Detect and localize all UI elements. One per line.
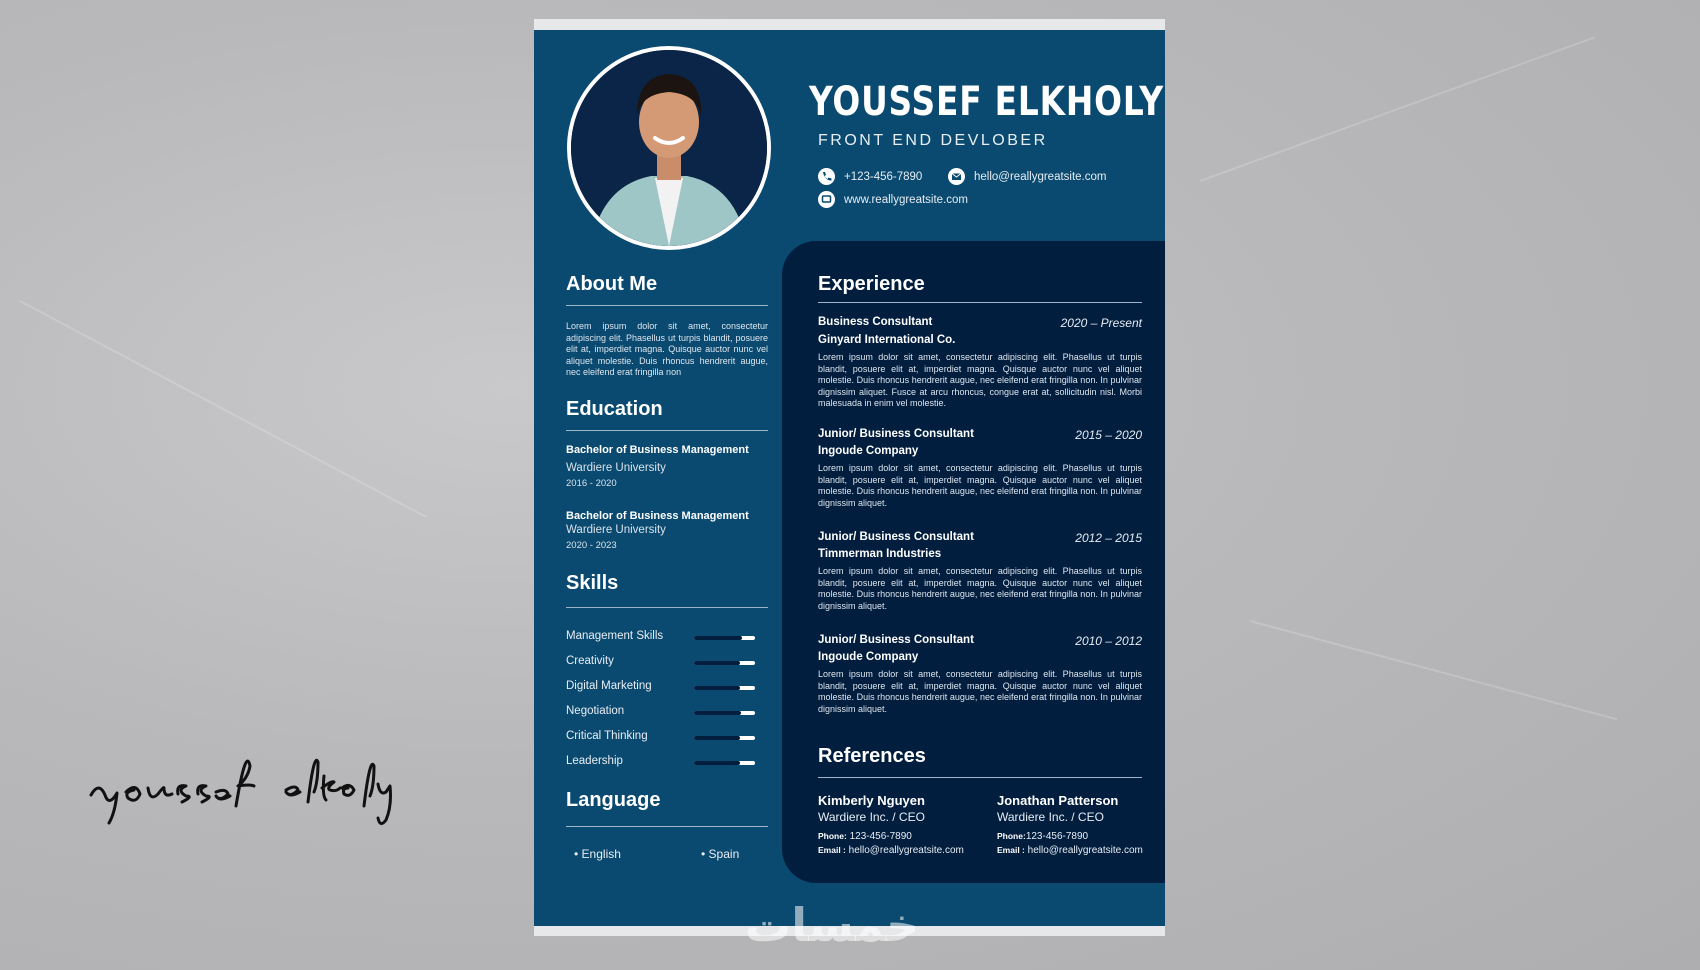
education-years: 2020 - 2023 (566, 540, 617, 551)
skill-label: Creativity (566, 655, 614, 667)
experience-description: Lorem ipsum dolor sit amet, consectetur adipiscing elit. Phasellus ut turpis blandit, posuere elit at, imperdiet magna. Quisque auctor nunc vel aliquet molestie. Duis rhoncus hendrerit augue, nec eleifend erat fringilla non. In pulvinar dignissim aliquet. Fusce at arcu rhoncus, congue erat at, sollicitudin nisl. Morbi malesuada in enim vel molestie. (818, 352, 1142, 408)
globe-icon (818, 191, 835, 208)
language-label: English (581, 847, 621, 861)
email-label: Email : (818, 845, 846, 855)
contact-email (948, 168, 1106, 185)
reference-name: Kimberly Nguyen (818, 793, 925, 808)
skill-bar-fill (694, 661, 740, 665)
experience-role: Junior/ Business Consultant (818, 531, 974, 543)
skill-label: Critical Thinking (566, 730, 648, 742)
paper-crease (1250, 620, 1618, 720)
experience-divider (818, 302, 1142, 303)
skill-bar (694, 661, 755, 665)
reference-role: Wardiere Inc. / CEO (818, 810, 925, 824)
experience-company: Timmerman Industries (818, 548, 942, 560)
experience-company: Ingoude Company (818, 651, 919, 663)
paper-crease (20, 300, 427, 518)
contact-phone (818, 168, 922, 185)
experience-dates: 2020 – Present (1060, 316, 1142, 330)
skill-bar-fill (694, 736, 740, 740)
experience-role: Junior/ Business Consultant (818, 428, 974, 440)
references-divider (818, 777, 1142, 778)
resume-job-title: FRONT END DEVLOBER (818, 132, 1048, 149)
watermark-logo: خمسات (745, 898, 920, 952)
reference-email (997, 845, 1143, 856)
phone-text[interactable]: +123-456-7890 (844, 170, 923, 183)
references-title: References (818, 745, 926, 767)
handwritten-signature (86, 740, 426, 830)
education-years: 2016 - 2020 (566, 478, 617, 489)
language-title: Language (566, 789, 661, 811)
reference-role: Wardiere Inc. / CEO (997, 810, 1104, 824)
reference-email-value[interactable]: hello@reallygreatsite.com (1027, 845, 1143, 856)
education-divider (566, 430, 768, 431)
phone-label: Phone: (818, 831, 847, 841)
skill-bar (694, 761, 755, 765)
skill-bar-fill (694, 761, 740, 765)
experience-company: Ginyard International Co. (818, 334, 956, 346)
page-top-strip (534, 19, 1165, 30)
resume-page (534, 19, 1165, 936)
about-text: Lorem ipsum dolor sit amet, consectetur adipiscing elit. Phasellus ut turpis blandit, posuere elit at, imperdiet magna. Quisque auctor nunc vel aliquet molestie. Duis rhoncus hendrerit augue, nec eleifend erat fringilla non (566, 321, 768, 377)
reference-phone (818, 831, 912, 842)
skill-label: Negotiation (566, 705, 625, 717)
skill-bar-fill (694, 711, 741, 715)
experience-company: Ingoude Company (818, 445, 919, 457)
reference-email-value[interactable]: hello@reallygreatsite.com (848, 845, 964, 856)
experience-title: Experience (818, 273, 925, 295)
education-university: Wardiere University (566, 524, 666, 536)
education-title: Education (566, 398, 663, 420)
skill-bar-fill (694, 636, 742, 640)
resume-name: YOUSSEF ELKHOLY (809, 79, 1165, 125)
contact-website (818, 191, 968, 208)
profile-photo (567, 46, 771, 250)
reference-name: Jonathan Patterson (997, 793, 1119, 808)
experience-description: Lorem ipsum dolor sit amet, consectetur adipiscing elit. Phasellus ut turpis blandit, posuere elit at, imperdiet magna. Quisque auctor nunc vel aliquet molestie. Duis rhoncus hendrerit augue, nec eleifend erat fringilla non. In pulvinar dignissim aliquet. (818, 463, 1142, 508)
about-divider (566, 305, 768, 306)
about-title: About Me (566, 273, 658, 295)
education-university: Wardiere University (566, 462, 666, 474)
language-item: • English (574, 847, 621, 861)
phone-icon (818, 168, 835, 185)
skill-label: Management Skills (566, 630, 664, 642)
language-item: • Spain (701, 847, 740, 861)
experience-dates: 2010 – 2012 (1075, 634, 1142, 648)
email-icon (948, 168, 965, 185)
language-label: Spain (708, 847, 740, 861)
education-degree: Bachelor of Business Management (566, 444, 749, 456)
experience-description: Lorem ipsum dolor sit amet, consectetur adipiscing elit. Phasellus ut turpis blandit, posuere elit at, imperdiet magna. Quisque auctor nunc vel aliquet molestie. Duis rhoncus hendrerit augue, nec eleifend erat fringilla non. In pulvinar dignissim aliquet. (818, 566, 1142, 611)
skill-bar (694, 736, 755, 740)
experience-panel (782, 241, 1165, 883)
experience-description: Lorem ipsum dolor sit amet, consectetur adipiscing elit. Phasellus ut turpis blandit, posuere elit at, imperdiet magna. Quisque auctor nunc vel aliquet molestie. Duis rhoncus hendrerit augue, nec eleifend erat fringilla non. In pulvinar dignissim aliquet. (818, 669, 1142, 714)
experience-dates: 2012 – 2015 (1075, 531, 1142, 545)
person-avatar-icon (571, 50, 767, 246)
skill-bar (694, 686, 755, 690)
reference-phone (997, 831, 1088, 842)
phone-label: Phone: (997, 831, 1026, 841)
experience-role: Business Consultant (818, 316, 933, 328)
reference-phone-value: 123-456-7890 (849, 831, 912, 842)
experience-role: Junior/ Business Consultant (818, 634, 974, 646)
education-degree: Bachelor of Business Management (566, 510, 749, 522)
skill-bar (694, 711, 755, 715)
email-text[interactable]: hello@reallygreatsite.com (974, 170, 1107, 183)
email-label: Email : (997, 845, 1025, 855)
skills-title: Skills (566, 572, 619, 594)
website-text[interactable]: www.reallygreatsite.com (844, 193, 968, 206)
skill-bar-fill (694, 686, 740, 690)
skills-divider (566, 607, 768, 608)
skill-bar (694, 636, 755, 640)
experience-dates: 2015 – 2020 (1075, 428, 1142, 442)
reference-email (818, 845, 964, 856)
skill-label: Digital Marketing (566, 680, 652, 692)
skill-label: Leadership (566, 755, 623, 767)
reference-phone-value: 123-456-7890 (1025, 831, 1089, 842)
paper-crease (1200, 36, 1595, 182)
language-divider (566, 826, 768, 827)
